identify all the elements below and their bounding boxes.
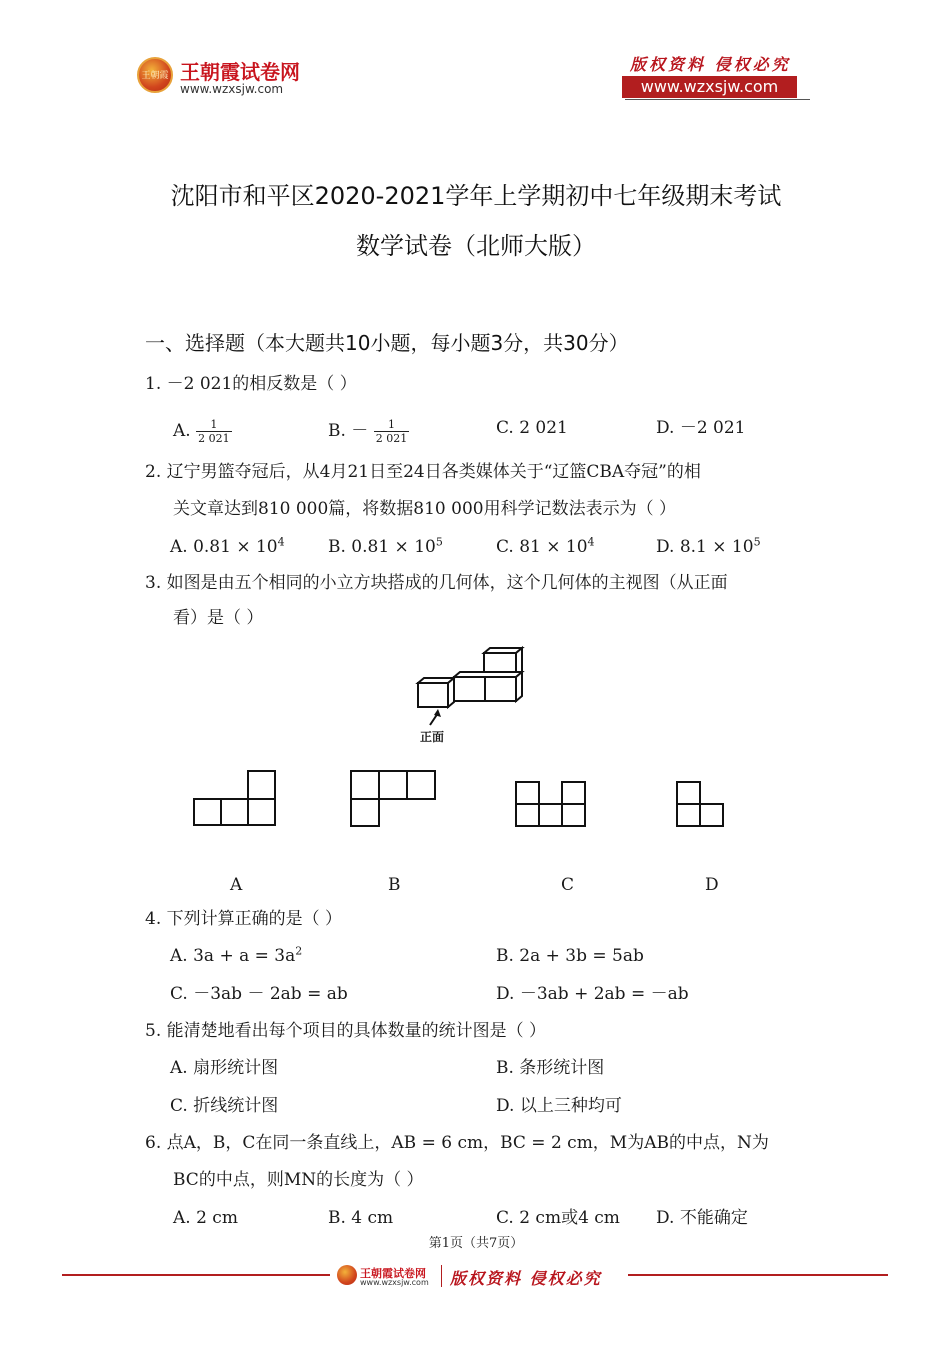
question-1-stem: 1. －2 021的相反数是（ ）	[145, 374, 357, 394]
question-2-stem-line2: 关文章达到810 000篇，将数据810 000用科学记数法表示为（ ）	[173, 499, 677, 519]
view-option-d	[676, 780, 726, 828]
footer-line-left	[62, 1274, 330, 1276]
figure-label-d: D	[705, 875, 719, 895]
question-5-option-c: C. 折线统计图	[170, 1096, 279, 1116]
option-label: A.	[173, 421, 191, 441]
question-1-option-d: D. －2 021	[656, 418, 746, 438]
view-option-a	[193, 770, 277, 826]
question-2-option-a	[170, 537, 285, 557]
exponent: 4	[277, 535, 285, 549]
question-4-option-b: B. 2a + 3b = 5ab	[496, 946, 644, 966]
option-text: A. 3a + a = 3a	[170, 946, 296, 966]
cube-face	[454, 677, 485, 701]
logo-text: 王朝霞	[141, 71, 169, 81]
brand-name: 王朝霞试卷网	[180, 60, 300, 84]
question-5-option-b: B. 条形统计图	[496, 1058, 605, 1078]
question-5-option-a: A. 扇形统计图	[170, 1058, 279, 1078]
question-4-option-c: C. －3ab － 2ab = ab	[170, 984, 348, 1004]
cube-face	[485, 677, 516, 701]
question-6-stem-line2: BC的中点，则MN的长度为（ ）	[173, 1170, 424, 1190]
question-4-option-d: D. －3ab + 2ab = －ab	[496, 984, 689, 1004]
question-2-option-c	[496, 537, 595, 557]
header-divider	[625, 99, 810, 100]
footer-logo	[337, 1265, 357, 1285]
footer-line-right	[628, 1274, 888, 1276]
exponent: 4	[587, 535, 595, 549]
question-3-stem-line2: 看）是（ ）	[173, 608, 264, 628]
figure-label-c: C	[561, 875, 575, 895]
figure-label-a: A	[230, 875, 243, 895]
cube-side	[516, 672, 522, 701]
question-4-stem: 4. 下列计算正确的是（ ）	[145, 909, 343, 929]
footer-brand-name: 王朝霞试卷网	[360, 1267, 426, 1280]
question-1-option-a	[173, 418, 232, 445]
page-number: 第1页（共7页）	[428, 1236, 524, 1251]
question-2-stem-line1: 2. 辽宁男篮夺冠后，从4月21日至24日各类媒体关于“辽篮CBA夺冠”的相	[145, 462, 701, 482]
fraction	[196, 418, 232, 445]
copyright-notice: 版权资料 侵权必究	[630, 55, 791, 74]
page-title: 沈阳市和平区2020-2021学年上学期初中七年级期末考试	[170, 182, 782, 210]
question-5-stem: 5. 能清楚地看出每个项目的具体数量的统计图是（ ）	[145, 1021, 547, 1041]
option-text: B. 0.81 × 10	[328, 537, 436, 557]
exponent: 5	[435, 535, 443, 549]
figure-label-b: B	[388, 875, 401, 895]
question-6-option-b: B. 4 cm	[328, 1208, 394, 1228]
exponent: 5	[753, 535, 761, 549]
brand-logo	[137, 57, 173, 93]
question-1-option-c: C. 2 021	[496, 418, 568, 438]
front-label: 正面	[420, 730, 445, 744]
denominator: 2 021	[375, 432, 408, 445]
question-2-option-d	[656, 537, 761, 557]
section-heading: 一、选择题（本大题共10小题，每小题3分，共30分）	[145, 331, 629, 355]
cube-face	[418, 683, 448, 707]
footer-brand-url: www.wzxsjw.com	[360, 1278, 429, 1287]
question-4-option-a	[170, 946, 302, 966]
option-text: A. 0.81 × 10	[170, 537, 278, 557]
cube-side	[448, 678, 454, 707]
page-subtitle: 数学试卷（北师大版）	[356, 232, 596, 260]
numerator: 1	[374, 418, 410, 432]
exponent: 2	[295, 944, 303, 958]
option-label: B. －	[328, 421, 369, 441]
question-6-option-a: A. 2 cm	[173, 1208, 238, 1228]
brand-url: www.wzxsjw.com	[180, 82, 284, 96]
question-5-option-d: D. 以上三种均可	[496, 1096, 622, 1116]
question-2-option-b	[328, 537, 443, 557]
denominator: 2 021	[198, 432, 230, 445]
footer-copyright: 版权资料 侵权必究	[450, 1269, 602, 1288]
option-text: C. 81 × 10	[496, 537, 588, 557]
question-1-option-b	[328, 418, 409, 445]
copyright-url: www.wzxsjw.com	[622, 76, 797, 98]
view-option-b	[350, 770, 438, 828]
question-6-stem-line1: 6. 点A，B，C在同一条直线上，AB = 6 cm，BC = 2 cm，M为AB的中点，N为	[145, 1133, 769, 1153]
question-6-option-d: D. 不能确定	[656, 1208, 748, 1228]
fraction	[374, 418, 410, 445]
view-option-c	[515, 780, 587, 828]
question-3-stem-line1: 3. 如图是由五个相同的小立方块搭成的几何体，这个几何体的主视图（从正面	[145, 573, 728, 593]
question-6-option-c: C. 2 cm或4 cm	[496, 1208, 620, 1228]
footer-separator	[441, 1265, 442, 1287]
option-text: D. 8.1 × 10	[656, 537, 754, 557]
numerator: 1	[196, 418, 232, 432]
